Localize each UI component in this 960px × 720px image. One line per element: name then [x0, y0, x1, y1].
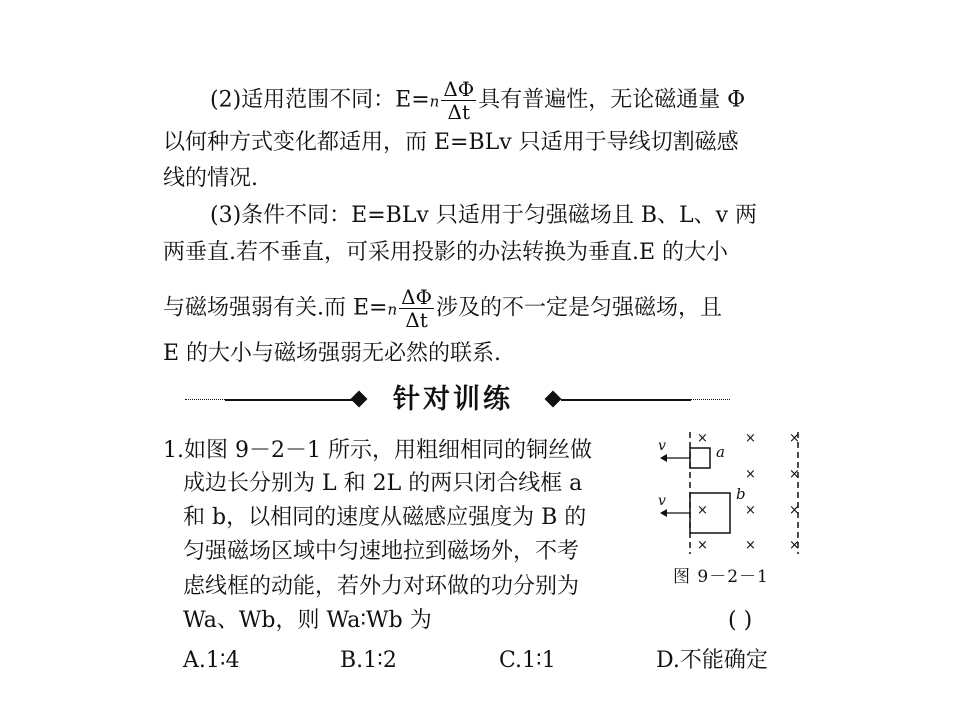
- right-rule: [561, 399, 691, 401]
- item3-frac-num: ΔΦ: [401, 285, 432, 309]
- arrowhead-b: [660, 509, 667, 517]
- frame-b-label: b: [736, 485, 746, 503]
- item2-line2: 以何种方式变化都适用，而 E=BLv 只适用于导线切割磁感: [163, 130, 739, 155]
- item3-fraction: [399, 286, 434, 331]
- item2-text-b: 具有普遍性，无论磁通量 Φ: [478, 87, 746, 113]
- field-crosses: [697, 431, 800, 553]
- answer-blank: ( ): [728, 608, 753, 633]
- item2-line3: 线的情况.: [163, 166, 258, 191]
- item2-n: n: [429, 92, 440, 111]
- question-line-2: 成边长分别为 L 和 2L 的两只闭合线框 a: [183, 471, 583, 496]
- right-dotted-rule: [691, 399, 730, 400]
- field-cross: ×: [745, 538, 756, 553]
- question-line-6: Wa、Wb，则 Wa∶Wb 为: [183, 608, 432, 633]
- frame-b: [690, 493, 730, 533]
- item3-line4: E 的大小与磁场强弱无必然的联系.: [163, 341, 502, 366]
- item3-text-a: 与磁场强弱有关.而 E=: [163, 295, 388, 321]
- field-cross: ×: [745, 431, 756, 446]
- option-d: D.不能确定: [656, 648, 768, 673]
- question-line-3: 和 b，以相同的速度从磁感应强度为 B 的: [183, 505, 587, 530]
- arrowhead-a: [660, 454, 667, 462]
- item3-line1: (3)条件不同：E=BLv 只适用于匀强磁场且 B、L、v 两: [210, 203, 758, 228]
- item3-line3: [163, 286, 722, 331]
- option-a: A.1∶4: [183, 648, 240, 673]
- question-line-1: 1.如图 9－2－1 所示，用粗细相同的铜丝做: [163, 438, 592, 463]
- item2-frac-den: Δt: [447, 100, 470, 124]
- frame-a: [690, 448, 710, 468]
- field-cross: ×: [789, 538, 800, 553]
- item2-fraction: [441, 78, 476, 123]
- frame-a-label: a: [716, 443, 725, 461]
- item2-text-a: (2)适用范围不同：E=: [210, 87, 430, 113]
- question-line-5: 虑线框的动能，若外力对环做的功分别为: [183, 574, 580, 599]
- velocity-label-b: v: [658, 493, 666, 509]
- field-cross: ×: [697, 538, 708, 553]
- left-rule: [225, 399, 355, 401]
- question-line-4: 匀强磁场区域中匀速地拉到磁场外，不考: [183, 539, 580, 564]
- item2-line1: [210, 78, 745, 123]
- field-cross: ×: [789, 431, 800, 446]
- field-cross: ×: [745, 503, 756, 518]
- right-diamond-icon: [545, 391, 562, 408]
- item3-frac-den: Δt: [405, 308, 428, 332]
- field-cross: ×: [789, 503, 800, 518]
- left-diamond-icon: [351, 391, 368, 408]
- field-cross: ×: [697, 431, 708, 446]
- item3-text-b: 涉及的不一定是匀强磁场，且: [436, 295, 723, 321]
- field-cross: ×: [697, 503, 708, 518]
- field-cross: ×: [745, 467, 756, 482]
- option-b: B.1∶2: [340, 648, 397, 673]
- figure-caption: 图 9－2－1: [673, 567, 769, 587]
- section-title: 针对训练: [393, 384, 513, 415]
- field-cross: ×: [789, 467, 800, 482]
- velocity-label-a: v: [658, 438, 666, 454]
- item3-n: n: [387, 300, 398, 319]
- option-c: C.1∶1: [499, 648, 556, 673]
- item3-line2: 两垂直.若不垂直，可采用投影的办法转换为垂直.E 的大小: [163, 240, 729, 265]
- item2-frac-num: ΔΦ: [443, 77, 475, 101]
- section-header: [185, 382, 730, 418]
- left-dotted-rule: [185, 399, 225, 400]
